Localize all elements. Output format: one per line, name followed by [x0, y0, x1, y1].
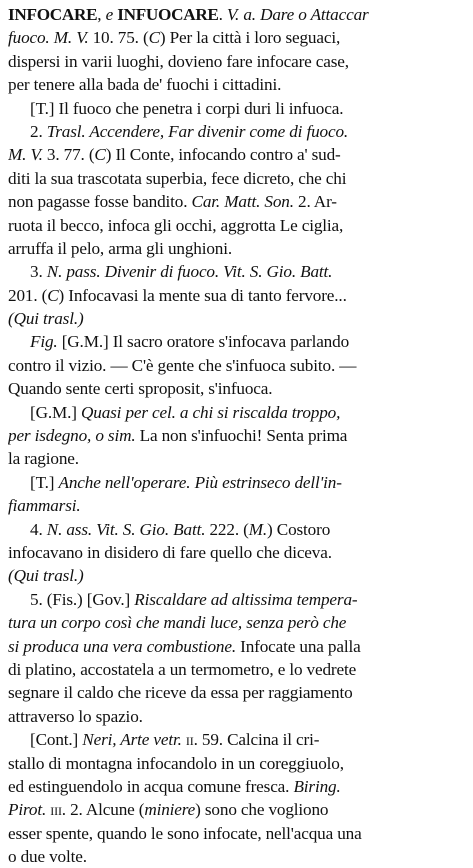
text-run: 3. 77. (	[42, 145, 95, 165]
text-run: la ragione.	[8, 449, 79, 469]
text-run: ed estinguendolo in acqua comune fresca.	[8, 776, 294, 796]
text-run: ) Il Conte, infocando contro a' sud-	[105, 145, 341, 165]
text-run: Infocate una palla	[236, 636, 361, 656]
text-run: di platino, accostatela a un termometro, e lo vedrete	[8, 659, 357, 679]
entry-line	[8, 845, 467, 868]
entry-line	[8, 284, 467, 307]
text-run: Neri, Arte vetr.	[82, 730, 182, 750]
text-run: arruffa il pelo, arma gli unghioni.	[8, 238, 233, 258]
entry-line	[8, 237, 467, 260]
entry-line	[8, 705, 467, 728]
entry-line	[8, 3, 467, 26]
text-run: diti la sua trascotata superbia, fece dicreto, che chi	[8, 168, 347, 188]
text-run: (Qui trasl.)	[8, 309, 84, 329]
entry-line	[8, 564, 467, 587]
text-run: Quando sente certi sproposit, s'infuoca.	[8, 379, 273, 399]
text-run: Biring.	[293, 776, 341, 796]
entry-line	[8, 307, 467, 330]
text-run: stallo di montagna infocandolo in un coreggiuolo,	[8, 753, 344, 773]
entry-line	[8, 214, 467, 237]
text-run: M. V.	[8, 145, 43, 165]
text-run: ,	[97, 5, 106, 24]
entry-line	[8, 330, 467, 353]
text-run: ) Infocavasi la mente sua di tanto fervore...	[58, 285, 347, 305]
text-run: (Qui trasl.)	[8, 566, 84, 586]
text-run: Quasi per cel. a chi si riscalda troppo,	[80, 402, 341, 422]
entry-line	[8, 167, 467, 190]
text-run: [G.M.]	[30, 402, 81, 422]
text-run: 222. (	[205, 519, 249, 539]
entry-line	[8, 447, 467, 470]
entry-line	[8, 494, 467, 517]
text-run: 2. Ar-	[293, 192, 337, 212]
text-run: 10. 75. (	[88, 28, 149, 48]
text-run: o due volte.	[8, 847, 87, 867]
text-run: miniere	[144, 800, 196, 820]
text-run: C	[148, 28, 160, 48]
entry-line	[8, 97, 467, 120]
text-run: fuoco. M. V.	[8, 28, 89, 48]
entry-line	[8, 377, 467, 400]
entry-line	[8, 424, 467, 447]
entry-line	[8, 541, 467, 564]
headword: INFOCARE	[8, 5, 98, 24]
text-run: fiammarsi.	[8, 496, 81, 516]
text-run: .	[218, 5, 227, 24]
text-run: per isdegno, o sim.	[8, 426, 136, 446]
text-run: si produca una vera combustione.	[8, 636, 236, 656]
text-run: Trasl. Accendere, Far divenir come di fuoco.	[46, 121, 349, 141]
entry-line	[8, 73, 467, 96]
text-run: V. a. Dare o Attaccar	[226, 5, 369, 24]
text-run: ) Costoro	[267, 519, 331, 539]
text-run: La non s'infuochi! Senta prima	[135, 426, 348, 446]
text-run: 2.	[30, 121, 47, 141]
text-run: M.	[248, 519, 268, 539]
text-run: Pirot.	[8, 800, 47, 820]
entry-line	[8, 50, 467, 73]
entry-line	[8, 354, 467, 377]
text-run: N. pass. Divenir di fuoco. Vit. S. Gio. Batt.	[46, 262, 333, 282]
entry-line	[8, 822, 467, 845]
text-run: Anche nell'operare. Più estrinseco dell'in-	[58, 472, 342, 492]
entry-line	[8, 471, 467, 494]
text-run: attraverso lo spazio.	[8, 706, 143, 726]
text-run: [Cont.]	[30, 730, 83, 750]
entry-line	[8, 190, 467, 213]
entry-line	[8, 120, 467, 143]
entry-line	[8, 518, 467, 541]
text-run: 4.	[30, 519, 47, 539]
text-run: tura un corpo così che mandi luce, senza però che	[8, 613, 347, 633]
headword: INFUOCARE	[117, 5, 219, 24]
entry-line	[8, 752, 467, 775]
text-run: ) sono che vogliono	[195, 800, 329, 820]
text-run: Riscaldare ad altissima tempera-	[134, 589, 358, 609]
text-run: C	[47, 285, 59, 305]
text-run: N. ass. Vit. S. Gio. Batt.	[46, 519, 206, 539]
text-run: iii	[50, 800, 62, 820]
text-run: [G.M.] Il sacro oratore s'infocava parlando	[57, 332, 350, 352]
text-run: [T.]	[30, 472, 59, 492]
entry-line	[8, 658, 467, 681]
text-run: . 2. Alcune (	[61, 800, 145, 820]
text-run: esser spente, quando le sono infocate, nell'acqua una	[8, 823, 362, 843]
text-run: [T.] Il fuoco che penetra i corpi duri li infuoca.	[30, 98, 344, 118]
entry-line	[8, 635, 467, 658]
text-run: C	[94, 145, 106, 165]
text-run: ii	[185, 730, 194, 750]
text-run: Car. Matt. Son.	[191, 192, 294, 212]
text-run: contro il vizio. — C'è gente che s'infuoca subito. —	[8, 355, 357, 375]
text-run: Fig.	[30, 332, 58, 352]
entry-line	[8, 611, 467, 634]
text-run: e	[105, 5, 114, 24]
text-run: 3.	[30, 262, 47, 282]
text-run: 201. (	[8, 285, 48, 305]
entry-line	[8, 775, 467, 798]
entry-line	[8, 681, 467, 704]
text-run: . 59. Calcina il cri-	[193, 730, 320, 750]
entry-line	[8, 798, 467, 821]
text-run: segnare il caldo che riceve da essa per raggiamento	[8, 683, 353, 703]
entry-line	[8, 401, 467, 424]
text-run: ) Per la città i loro seguaci,	[159, 28, 341, 48]
text-run: infocavano in disidero di fare quello che diceva.	[8, 542, 332, 562]
text-run: per tenere alla bada de' fuochi i cittadini.	[8, 75, 282, 95]
entry-line	[8, 588, 467, 611]
entry-line	[8, 728, 467, 751]
entry-line	[8, 143, 467, 166]
entry-line	[8, 260, 467, 283]
entry-line	[8, 26, 467, 49]
text-run: non pagasse fosse bandito.	[8, 192, 192, 212]
text-run: ruota il becco, infoca gli occhi, aggrotta Le ciglia,	[8, 215, 344, 235]
text-run: 5. (Fis.) [Gov.]	[30, 589, 135, 609]
text-run: dispersi in varii luoghi, dovieno fare infocare case,	[8, 51, 349, 71]
